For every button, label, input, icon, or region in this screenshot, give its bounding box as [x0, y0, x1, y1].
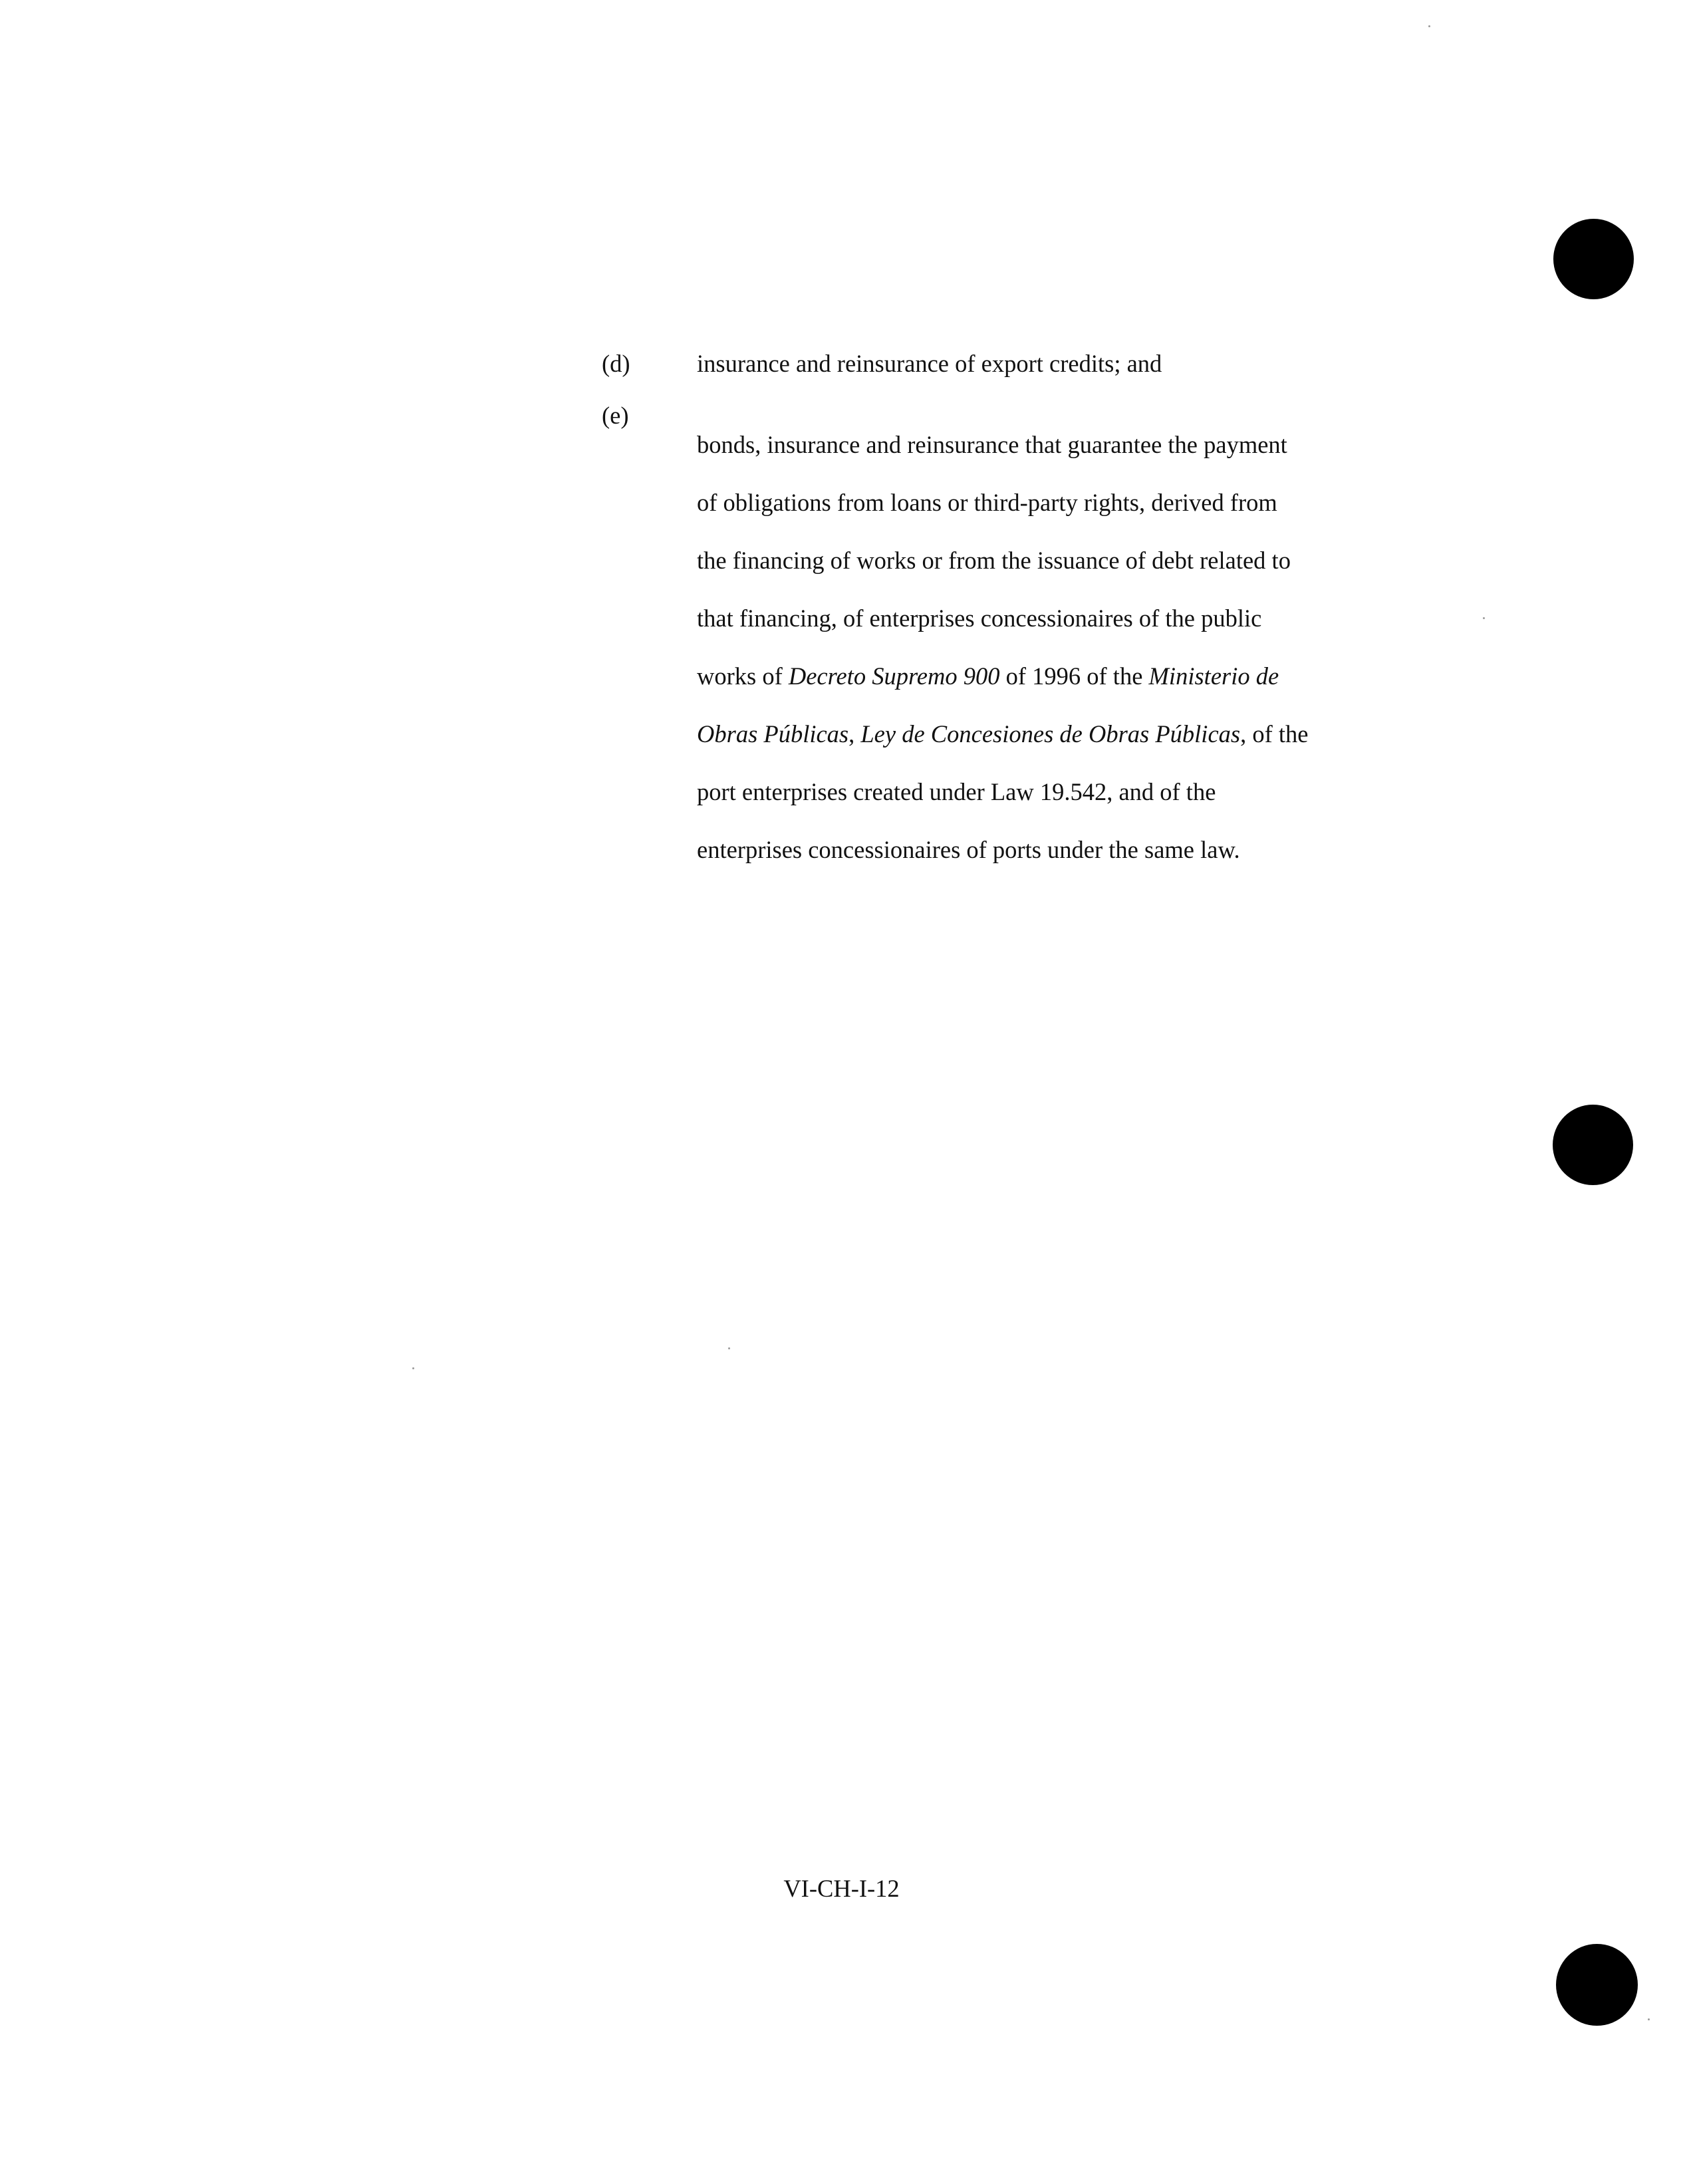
punch-hole-bottom — [1556, 1944, 1638, 2026]
list-item-d-text: insurance and reinsurance of export credits; and — [697, 350, 1162, 377]
punch-hole-top — [1553, 219, 1634, 299]
scan-speck — [1648, 2018, 1650, 2020]
list-marker-d: (d) — [602, 350, 630, 377]
italic-term-decreto: Decreto Supremo 900 — [788, 662, 1000, 690]
list-item-e-text — [697, 401, 1362, 893]
text-run: works of — [697, 662, 789, 690]
text-line: enterprises concessionaires of ports under the same law. — [697, 835, 1240, 863]
text-line — [697, 662, 1362, 691]
text-line: port enterprises created under Law 19.542, and of the — [697, 777, 1216, 805]
text-line: of obligations from loans or third-party rights, derived from — [697, 488, 1277, 516]
text-run: , — [848, 720, 861, 748]
text-line: that financing, of enterprises concessionaires of the public — [697, 604, 1262, 632]
scan-speck — [412, 1367, 414, 1369]
scan-speck — [728, 1347, 730, 1349]
punch-hole-middle — [1553, 1105, 1633, 1185]
text-line — [697, 720, 1362, 749]
page-footer — [0, 1874, 1687, 1903]
text-line: bonds, insurance and reinsurance that guarantee the payment — [697, 430, 1287, 458]
list-marker-e: (e) — [602, 402, 629, 429]
text-run: of 1996 of the — [999, 662, 1149, 690]
italic-term-ley: Ley de Concesiones de Obras Públicas — [860, 720, 1241, 748]
italic-term-obras: Obras Públicas — [697, 720, 849, 748]
italic-term-ministerio: Ministerio de — [1148, 662, 1279, 690]
scan-speck — [1428, 25, 1430, 27]
page-number: VI-CH-I-12 — [783, 1875, 900, 1902]
text-run: , of the — [1240, 720, 1309, 748]
scan-speck — [1483, 617, 1485, 619]
text-line: the financing of works or from the issuance of debt related to — [697, 546, 1291, 574]
